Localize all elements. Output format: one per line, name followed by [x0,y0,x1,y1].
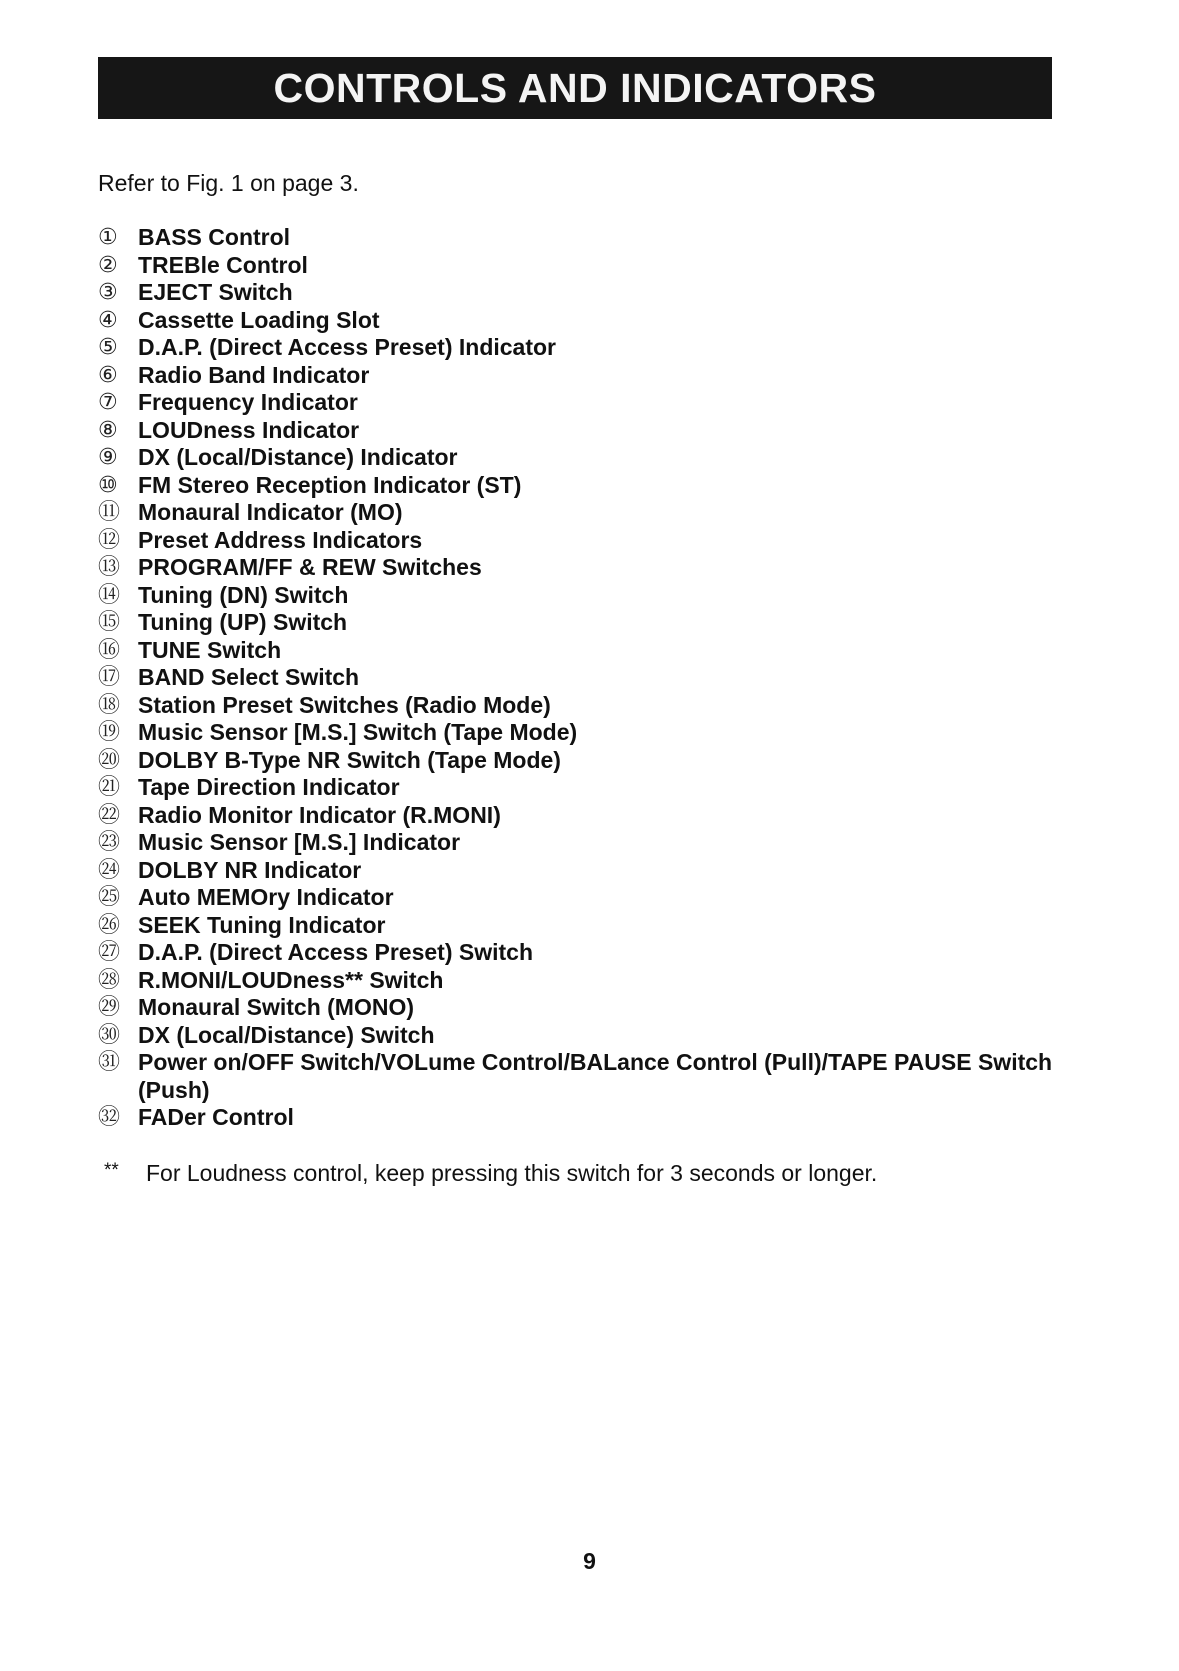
item-label: FM Stereo Reception Indicator (ST) [138,471,522,498]
list-item [98,829,1058,857]
item-number: ㉚ [98,1022,121,1048]
item-label: EJECT Switch [138,279,293,305]
page-title: CONTROLS AND INDICATORS [273,64,877,111]
controls-list [98,224,1058,1132]
item-label: Radio Band Indicator [138,361,370,388]
item-label: D.A.P. (Direct Access Preset) Switch [138,939,533,965]
list-item [98,857,1058,885]
item-number: ⑥ [98,362,118,388]
item-label: Tuning (UP) Switch [138,609,348,635]
item-number: ⑬ [98,555,121,580]
item-number: ⑯ [98,637,121,663]
item-label: Auto MEMOry Indicator [138,884,394,910]
list-item [98,939,1058,967]
footnote [104,1160,877,1188]
item-label: D.A.P. (Direct Access Preset) Indicator [138,334,556,360]
item-number: ㉔ [98,857,121,883]
item-number: ⑫ [98,527,121,553]
item-label: Tuning (DN) Switch [138,581,349,608]
item-label: DX (Local/Distance) Indicator [138,444,458,470]
item-label: DOLBY NR Indicator [138,856,362,883]
list-item [98,252,1058,280]
list-item [98,1049,1058,1104]
item-label: Radio Monitor Indicator (R.MONI) [138,801,501,828]
item-label: DOLBY B-Type NR Switch (Tape Mode) [138,746,561,773]
item-number: ㉜ [98,1105,121,1130]
list-item [98,224,1058,252]
list-item [98,554,1058,582]
item-number: ⑭ [98,582,121,608]
item-label: FADer Control [138,1104,294,1130]
list-item [98,747,1058,775]
item-label: Cassette Loading Slot [138,306,380,333]
item-number: ① [98,225,118,250]
item-label: Station Preset Switches (Radio Mode) [138,691,551,718]
list-item [98,472,1058,500]
list-item [98,527,1058,555]
footnote-text: For Loudness control, keep pressing this switch for 3 seconds or longer. [146,1160,878,1186]
item-number: ㉙ [98,995,121,1020]
item-number: ⑩ [98,472,118,498]
item-number: ⑰ [98,665,121,690]
item-label: BAND Select Switch [138,664,360,690]
item-number: ② [98,252,118,278]
intro-text: Refer to Fig. 1 on page 3. [98,170,359,196]
item-number: ⑱ [98,692,121,718]
item-label: Monaural Indicator (MO) [138,499,403,525]
list-item [98,802,1058,830]
item-label: Power on/OFF Switch/VOLume Control/BALance Control (Pull)/TAPE PAUSE Switch (Push) [138,1049,1053,1103]
item-number: ⑪ [98,500,121,525]
list-item [98,1022,1058,1050]
item-label: Preset Address Indicators [138,526,423,553]
list-item [98,362,1058,390]
item-number: ⑧ [98,417,118,443]
footnote-mark: ** [104,1160,119,1181]
list-item [98,719,1058,747]
list-item [98,334,1058,362]
list-item [98,637,1058,665]
item-label: LOUDness Indicator [138,416,360,443]
list-item [98,664,1058,692]
item-label: R.MONI/LOUDness** Switch [138,966,444,993]
list-item [98,912,1058,940]
item-label: Monaural Switch (MONO) [138,994,414,1020]
section-title-bar [98,57,1052,119]
item-label: DX (Local/Distance) Switch [138,1021,435,1048]
item-number: ⑦ [98,390,118,415]
item-number: ⑮ [98,610,121,635]
list-item [98,774,1058,802]
item-number: ㉖ [98,912,121,938]
item-number: ⑨ [98,445,118,470]
item-number: ㉛ [98,1050,121,1075]
item-number: ㉘ [98,967,121,993]
item-label: TUNE Switch [138,636,282,663]
item-label: TREBle Control [138,251,308,278]
page-number: 9 [583,1548,596,1574]
list-item [98,499,1058,527]
list-item [98,692,1058,720]
item-number: ㉒ [98,802,121,828]
item-label: Music Sensor [M.S.] Indicator [138,829,461,855]
list-item [98,279,1058,307]
list-item [98,1104,1058,1132]
item-number: ⑤ [98,335,118,360]
item-number: ㉓ [98,830,121,855]
item-number: ④ [98,307,118,333]
list-item [98,417,1058,445]
item-label: Frequency Indicator [138,389,358,415]
item-label: Tape Direction Indicator [138,774,400,800]
item-label: BASS Control [138,224,291,250]
list-item [98,609,1058,637]
item-number: ③ [98,280,118,305]
item-label: SEEK Tuning Indicator [138,911,386,938]
list-item [98,994,1058,1022]
item-number: ㉑ [98,775,121,800]
list-item [98,582,1058,610]
list-item [98,444,1058,472]
item-label: PROGRAM/FF & REW Switches [138,554,482,580]
item-number: ⑳ [98,747,121,773]
item-label: Music Sensor [M.S.] Switch (Tape Mode) [138,719,578,745]
item-number: ㉗ [98,940,121,965]
list-item [98,884,1058,912]
item-number: ⑲ [98,720,121,745]
list-item [98,967,1058,995]
list-item [98,307,1058,335]
item-number: ㉕ [98,885,121,910]
list-item [98,389,1058,417]
